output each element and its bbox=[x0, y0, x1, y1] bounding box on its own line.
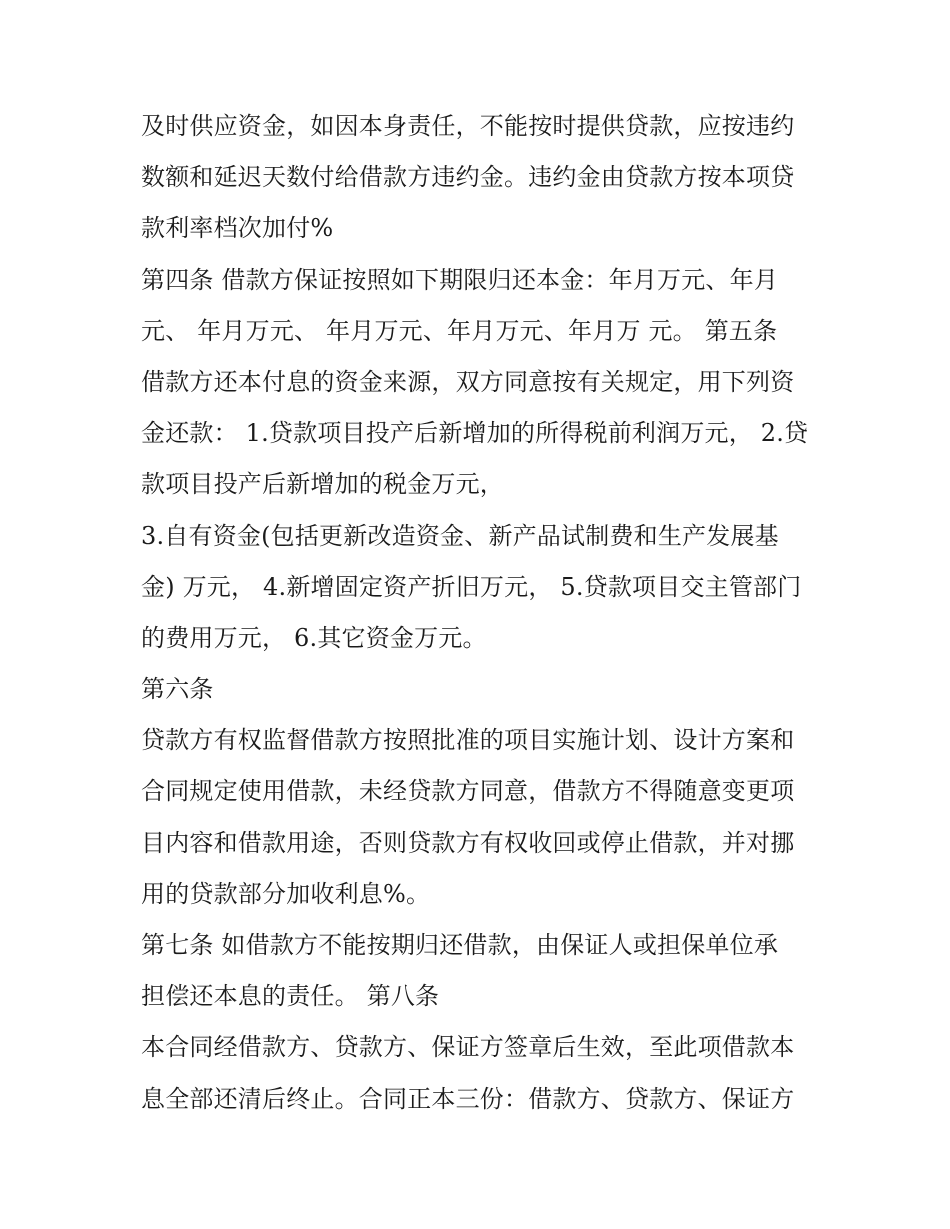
text-line-11: 的费用万元， 6.其它资金万元。 bbox=[141, 623, 487, 652]
contract-text-body bbox=[141, 101, 831, 1125]
text-line-9: 3.自有资金(包括更新改造资金、新产品试制费和生产发展基 bbox=[141, 521, 779, 550]
text-line-15: 目内容和借款用途，否则贷款方有权收回或停止借款，并对挪 bbox=[141, 828, 795, 857]
text-line-20: 息全部还清后终止。合同正本三份：借款方、贷款方、保证方 bbox=[141, 1084, 795, 1113]
text-line-7: 金还款： 1.贷款项目投产后新增加的所得税前利润万元， 2.贷 bbox=[141, 419, 809, 448]
text-line-6: 借款方还本付息的资金来源，双方同意按有关规定，用下列资 bbox=[141, 367, 795, 396]
text-line-3: 款利率档次加付% bbox=[141, 214, 334, 243]
text-line-19: 本合同经借款方、贷款方、保证方签章后生效，至此项借款本 bbox=[141, 1033, 795, 1062]
text-line-18: 担偿还本息的责任。 第八条 bbox=[141, 982, 440, 1011]
text-line-17: 第七条 如借款方不能按期归还借款，由保证人或担保单位承 bbox=[141, 931, 779, 959]
text-line-5: 元、 年月万元、 年月万元、年月万元、年月万 元。 第五条 bbox=[141, 316, 778, 345]
text-line-4: 第四条 借款方保证按照如下期限归还本金：年月万元、年月 bbox=[141, 265, 779, 294]
text-line-8: 款项目投产后新增加的税金万元， bbox=[141, 470, 504, 499]
text-line-2: 数额和延迟天数付给借款方违约金。违约金由贷款方按本项贷 bbox=[141, 163, 795, 192]
text-line-10: 金) 万元， 4.新增固定资产折旧万元， 5.贷款项目交主管部门 bbox=[141, 572, 802, 601]
text-line-14: 合同规定使用借款，未经贷款方同意，借款方不得随意变更项 bbox=[141, 777, 795, 806]
text-line-1: 及时供应资金，如因本身责任，不能按时提供贷款，应按违约 bbox=[141, 112, 795, 140]
text-line-13: 贷款方有权监督借款方按照批准的项目实施计划、设计方案和 bbox=[141, 726, 795, 755]
text-line-12: 第六条 bbox=[141, 675, 214, 704]
text-line-16: 用的贷款部分加收利息%。 bbox=[141, 879, 431, 908]
